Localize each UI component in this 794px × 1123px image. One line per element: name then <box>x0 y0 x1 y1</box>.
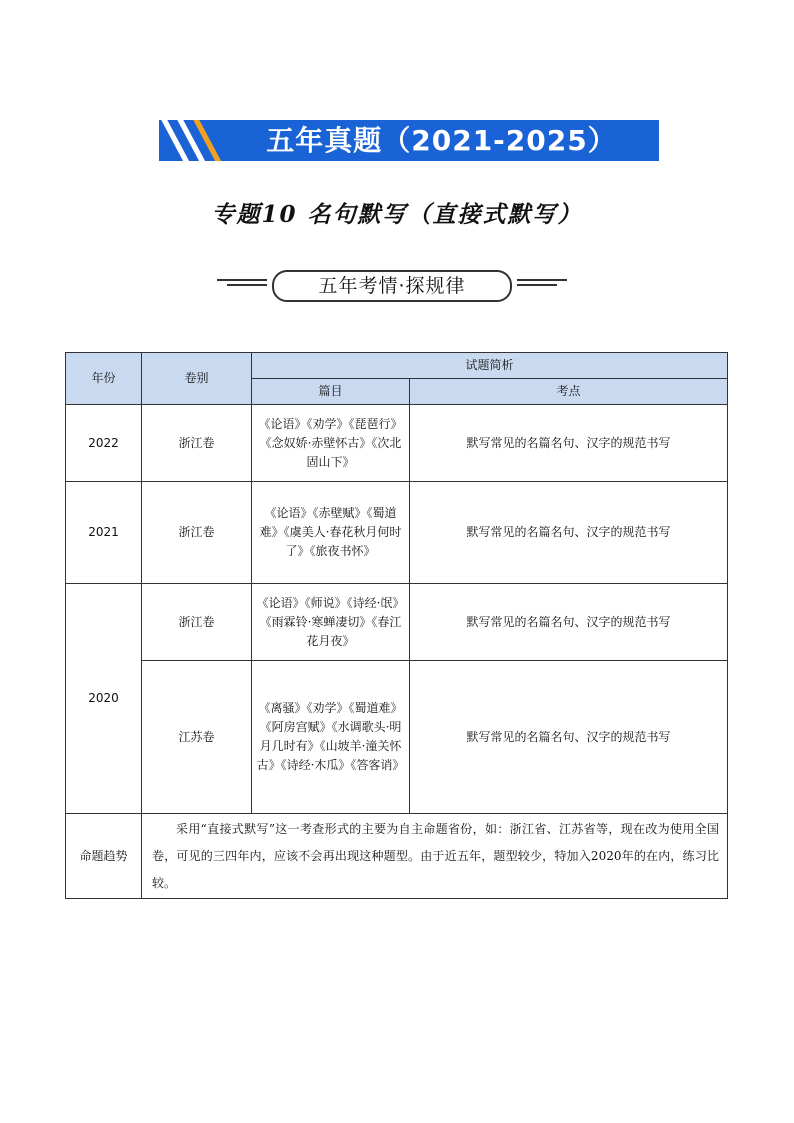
piece-cell: 《论语》《赤壁赋》《蜀道难》《虞美人·春花秋月何时了》《旅夜书怀》 <box>252 482 410 584</box>
trend-label: 命题趋势 <box>66 814 142 899</box>
paper-cell: 浙江卷 <box>142 584 252 661</box>
piece-cell: 《论语》《师说》《诗经·氓》《雨霖铃·寒蝉凄切》《春江花月夜》 <box>252 584 410 661</box>
decorative-lines-right <box>517 279 567 291</box>
piece-cell: 《离骚》《劝学》《蜀道难》《阿房宫赋》《水调歌头·明月几时有》《山坡羊·潼关怀古》《诗经·木瓜》《答客诮》 <box>252 661 410 814</box>
trend-text: 采用“直接式默写”这一考查形式的主要为自主命题省份，如：浙江省、江苏省等，现在改为使用全国卷，可见的三四年内，应该不会再出现这种题型。由于近五年，题型较少，特加入2020年的在内，练习比较。 <box>142 814 728 899</box>
table-row <box>66 405 728 482</box>
table-row <box>66 584 728 661</box>
year-cell: 2021 <box>66 482 142 584</box>
exam-analysis-table <box>65 352 728 899</box>
trend-row <box>66 814 728 899</box>
section-heading <box>217 270 567 300</box>
banner-title: 五年真题（2021-2025） <box>266 124 617 157</box>
piece-cell: 《论语》《劝学》《琵琶行》《念奴娇·赤壁怀古》《次北固山下》 <box>252 405 410 482</box>
header-piece: 篇目 <box>252 379 410 405</box>
point-cell: 默写常见的名篇名句、汉字的规范书写 <box>410 482 728 584</box>
decorative-lines-left <box>217 279 267 291</box>
title-banner <box>159 120 659 161</box>
section-title: 五年考情·探规律 <box>272 270 512 302</box>
table-row <box>66 661 728 814</box>
header-analysis: 试题简析 <box>252 353 728 379</box>
paper-cell: 浙江卷 <box>142 405 252 482</box>
point-cell: 默写常见的名篇名句、汉字的规范书写 <box>410 661 728 814</box>
header-year: 年份 <box>66 353 142 405</box>
year-cell: 2022 <box>66 405 142 482</box>
topic-title: 专题10 名句默写（直接式默写） <box>211 201 583 228</box>
table-row <box>66 482 728 584</box>
header-point: 考点 <box>410 379 728 405</box>
paper-cell: 江苏卷 <box>142 661 252 814</box>
paper-cell: 浙江卷 <box>142 482 252 584</box>
point-cell: 默写常见的名篇名句、汉字的规范书写 <box>410 584 728 661</box>
point-cell: 默写常见的名篇名句、汉字的规范书写 <box>410 405 728 482</box>
header-paper: 卷别 <box>142 353 252 405</box>
year-cell: 2020 <box>66 584 142 814</box>
